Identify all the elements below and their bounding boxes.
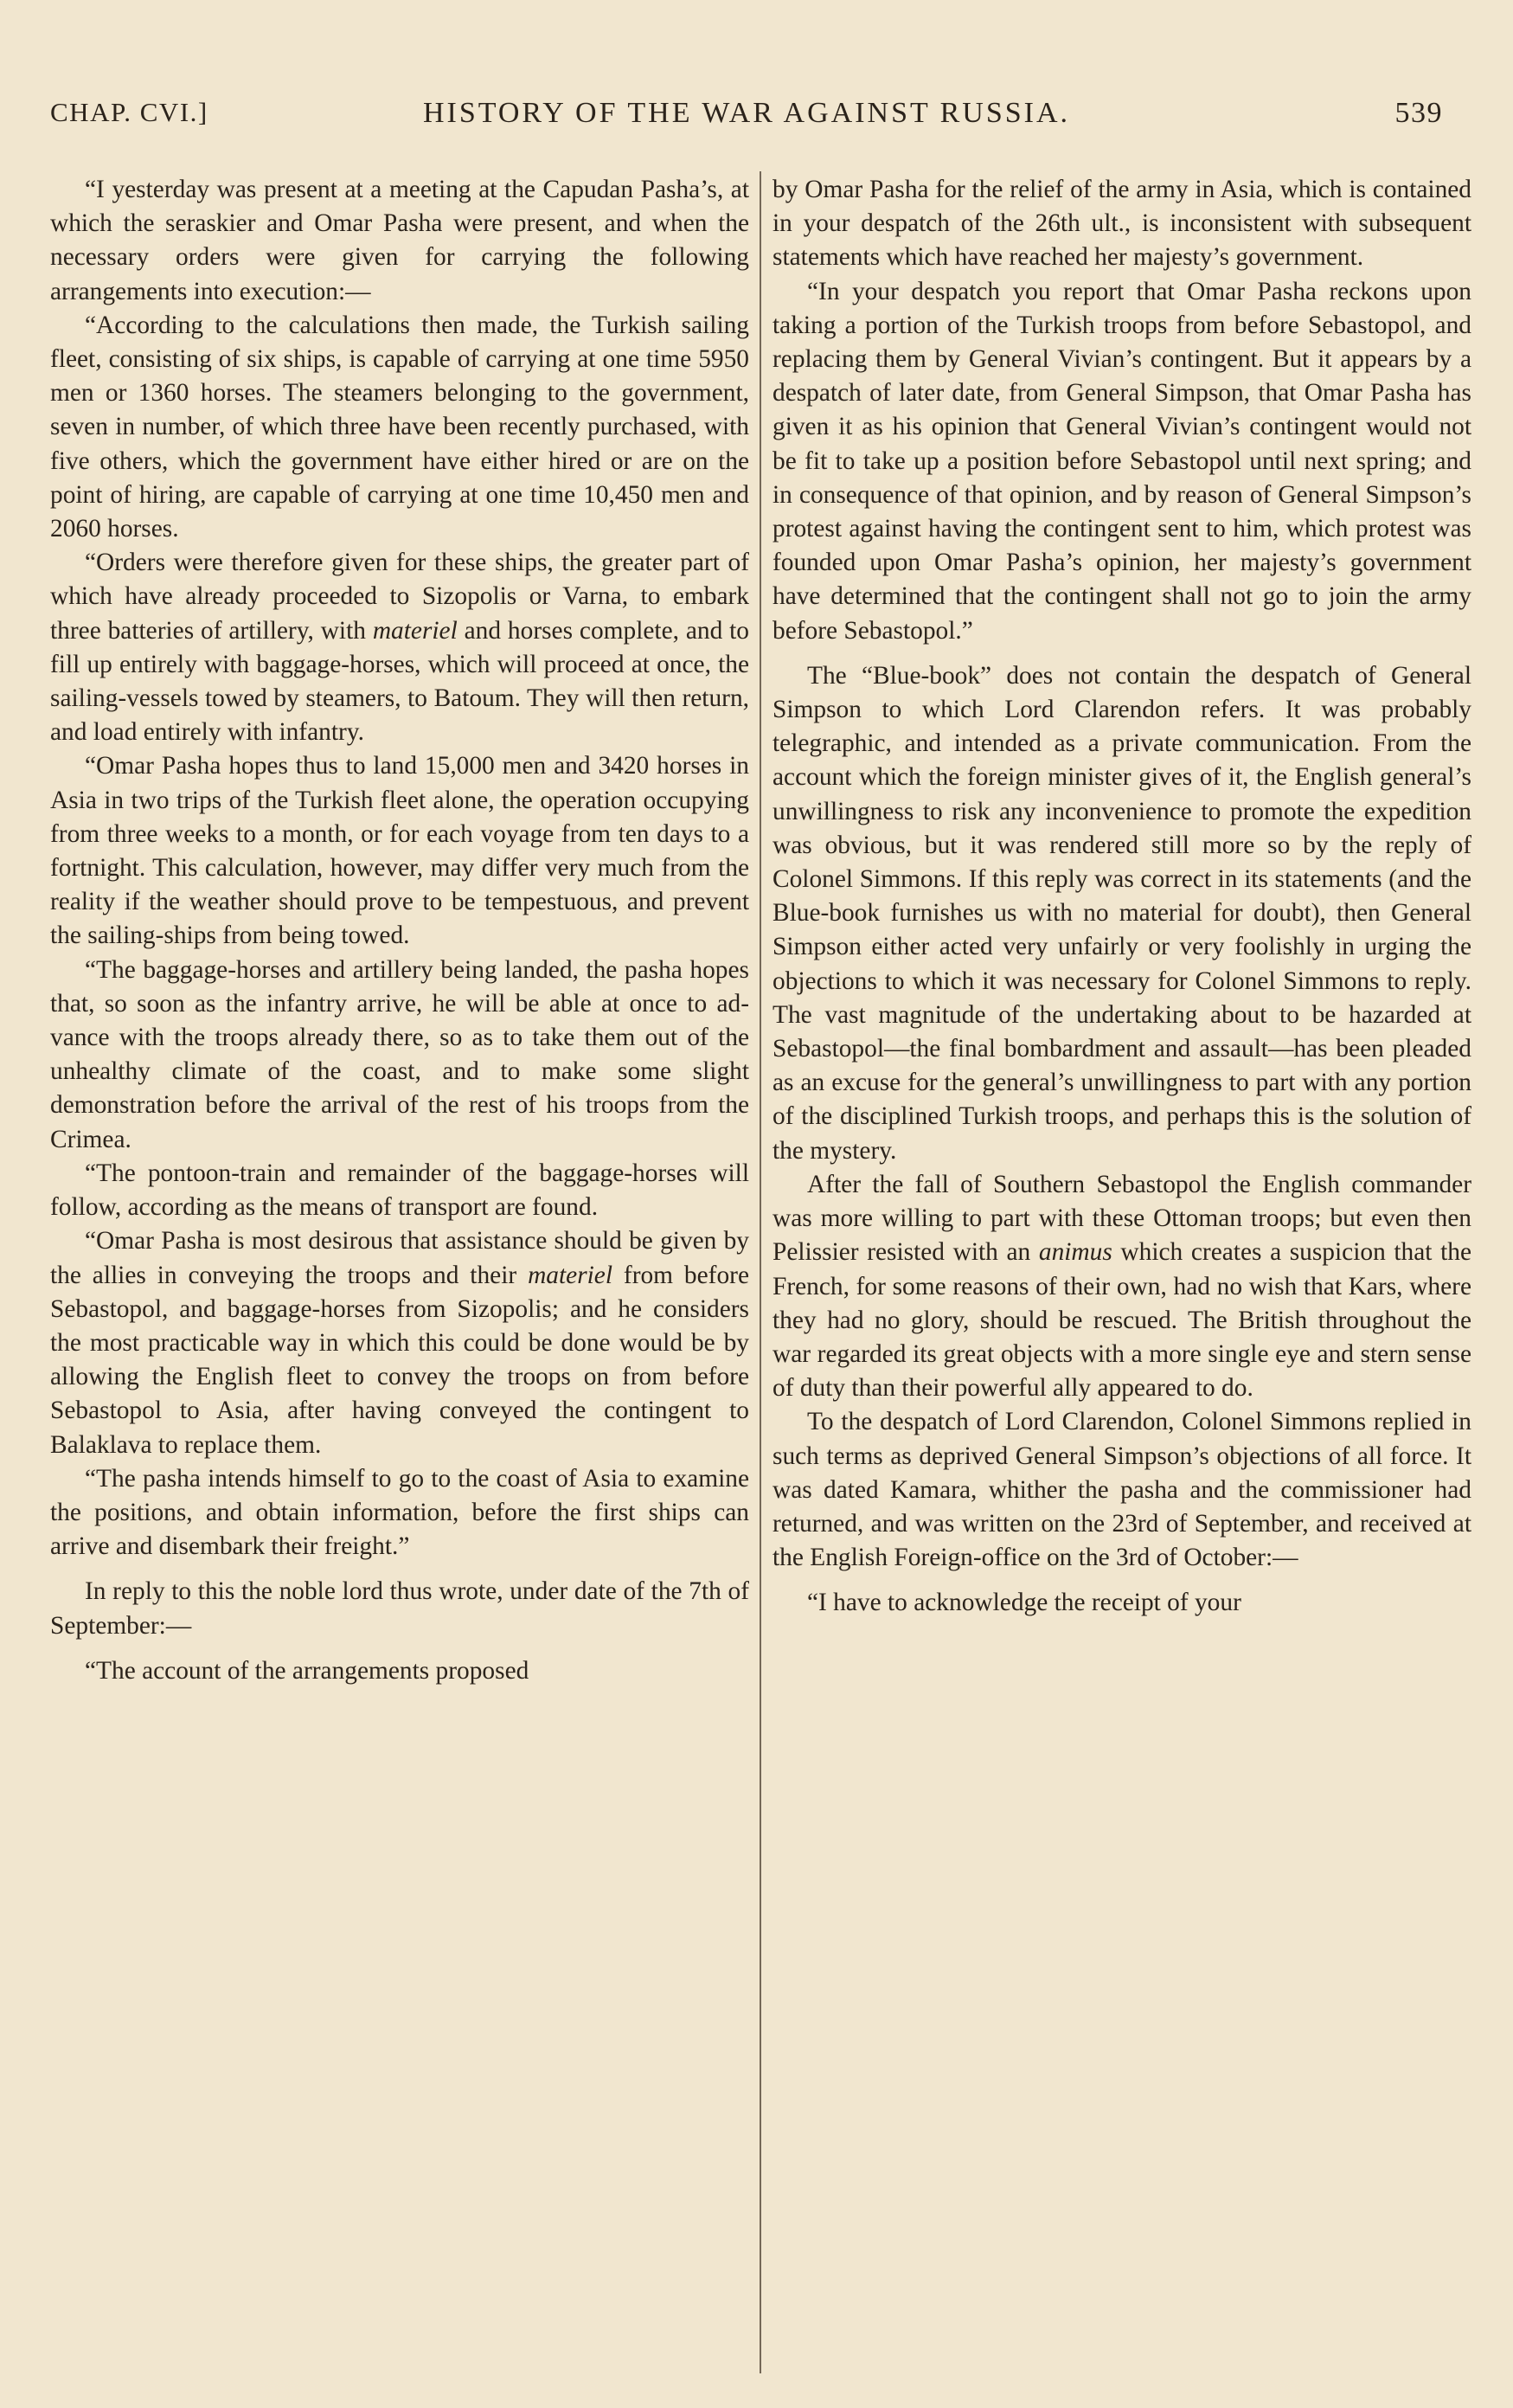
paragraph: “Omar Pasha hopes thus to land 15,000 men and 3420 horses in Asia in two trips of the Turkish fleet alone, the operation occupying from three weeks to a month, or for each voyage from ten days to a fortnight. This calculation, however, may differ very much from the reality if the weather should prove to be tempestuous, and prevent the sailing-ships from being towed.	[50, 752, 749, 950]
chapter-label: CHAP. CVI.]	[50, 97, 208, 127]
paragraph: “In your despatch you report that Omar Pasha reckons upon taking a portion of the Turkish troops from before Sebastopol, and replacing them by General Vivian’s contingent. But it appears by a despatch of later date, from General Simpson, that Omar Pasha has given it as his opinion that General Vivian’s contingent would not be fit to take up a position before Sebastopol until next spring; and in consequence of that opinion, and by reason of General Simpson’s protest against having the contingent sent to him, which protest was founded upon Omar Pasha’s opinion, her majesty’s government have determined that the contingent shall not go to join the army before Sebastopol.”	[773, 277, 1471, 645]
paragraph: “The account of the arrangements proposed	[85, 1656, 529, 1685]
paragraph: “I yesterday was present at a meeting at the Capudan Pasha’s, at which the seraskier and Omar Pasha were present, and when the necessary orders were given for carrying the following arrangements into execution:—	[50, 176, 749, 305]
paragraph	[50, 1224, 749, 1461]
italic-term: animus	[1038, 1238, 1112, 1267]
paragraph: “The pontoon-train and remainder of the baggage-horses will follow, according as the means of transport are found.	[50, 1159, 749, 1222]
paragraph-text: and horses complete, and to fill up entirely with baggage-horses, which will proceed at once, the sailing-vessels towed by steamers, to Batoum. They will then return, and load entirely with infantry.	[50, 616, 749, 747]
italic-term: materiel	[372, 616, 458, 645]
paragraph: The “Blue-book” does not contain the despatch of General Simpson to which Lord Clarendon refers. It was probably telegraphic, and intended as a private communication. From the account which the foreign minister gives of it, the English general’s unwillingness to risk any inconvenience to promote the expedition was obvious, but it was rendered still more so by the reply of Colonel Simmons. If this reply was correct in its statements (and the Blue-book furnishes us with no material for doubt), then General Simpson either acted very unfairly or very foolishly in urging the objections to which it was necessary for Colonel Simmons to reply. The vast magnitude of the undertaking about to be hazarded at Sebastopol—the final bombardment and assault—has been pleaded as an excuse for the general’s unwillingness to part with any portion of the disciplined Turkish troops, and perhaps this is the solution of the mystery.	[773, 661, 1471, 1165]
left-column	[50, 173, 749, 2392]
paragraph: To the despatch of Lord Clarendon, Colonel Simmons replied in such terms as deprived General Simpson’s objections of all force. It was dated Kamara, whither the pasha and the commissioner had returned, and was written on the 23rd of September, and received at the English Foreign-office on the 3rd of October:—	[773, 1408, 1471, 1572]
page-number: 539	[1394, 97, 1443, 129]
paragraph-text: “Orders were therefore given for these ships, the greater part of which have already proceeded to Sizopolis or Varna, to embark three batteries of artillery, with	[50, 549, 749, 645]
paragraph-text: from before Sebastopol, and baggage-horses from Sizopolis; and he considers the most practicable way in which this could be done would be by allowing the English fleet to convey the troops on from before Sebastopol to Asia, after having conveyed the contingent to Balaklava to replace them.	[50, 1261, 749, 1459]
italic-term: materiel	[528, 1261, 613, 1289]
paragraph: “The pasha intends himself to go to the coast of Asia to examine the positions, and obtain information, before the first ships can arrive and disembark their freight.”	[50, 1464, 749, 1561]
page-title: HISTORY OF THE WAR AGAINST RUSSIA.	[422, 97, 1071, 129]
paragraph-text: After the fall of Southern Sebastopol the English commander was more willing to part with these Ottoman troops; but even then Pelissier resisted with an	[773, 1170, 1471, 1267]
paragraph-text: which creates a suspicion that the French, for some reasons of their own, had no wish that Kars, where they had no glory, should be rescued. The British throughout the war regarded its great objects with a more single eye and stern sense of duty than their powerful ally appeared to do.	[773, 1238, 1471, 1403]
paragraph-text: “Omar Pasha is most desirous that assistance should be given by the allies in conveying the troops and their	[50, 1227, 749, 1289]
paragraph	[50, 546, 749, 749]
paragraph: In reply to this the noble lord thus wrote, under date of the 7th of September:—	[50, 1577, 749, 1640]
paragraph: by Omar Pasha for the relief of the army in Asia, which is contained in your despatch of the 26th ult., is inconsistent with subsequent statements which have reached her majesty’s government.	[773, 176, 1471, 272]
right-column	[773, 173, 1471, 2392]
paragraph: “I have to acknowledge the receipt of your	[807, 1589, 1241, 1617]
paragraph	[773, 1168, 1471, 1405]
running-head	[50, 97, 1443, 135]
paragraph: “The baggage-horses and artillery being landed, the pasha hopes that, so soon as the infantry arrive, he will be able at once to advance with the troops already there, so as to take them out of the unhealthy climate of the coast, and to make some slight demonstration before the arrival of the rest of his troops from the Crimea.	[50, 955, 749, 1153]
paragraph: “According to the calculations then made, the Turkish sailing fleet, consisting of six ships, is capable of carrying at one time 5950 men or 1360 horses. The steamers belonging to the government, seven in number, of which three have been recently purchased, with five others, which the government have either hired or are on the point of hiring, are capable of carrying at one time 10,450 men and 2060 horses.	[50, 311, 749, 543]
column-divider	[760, 171, 761, 2373]
